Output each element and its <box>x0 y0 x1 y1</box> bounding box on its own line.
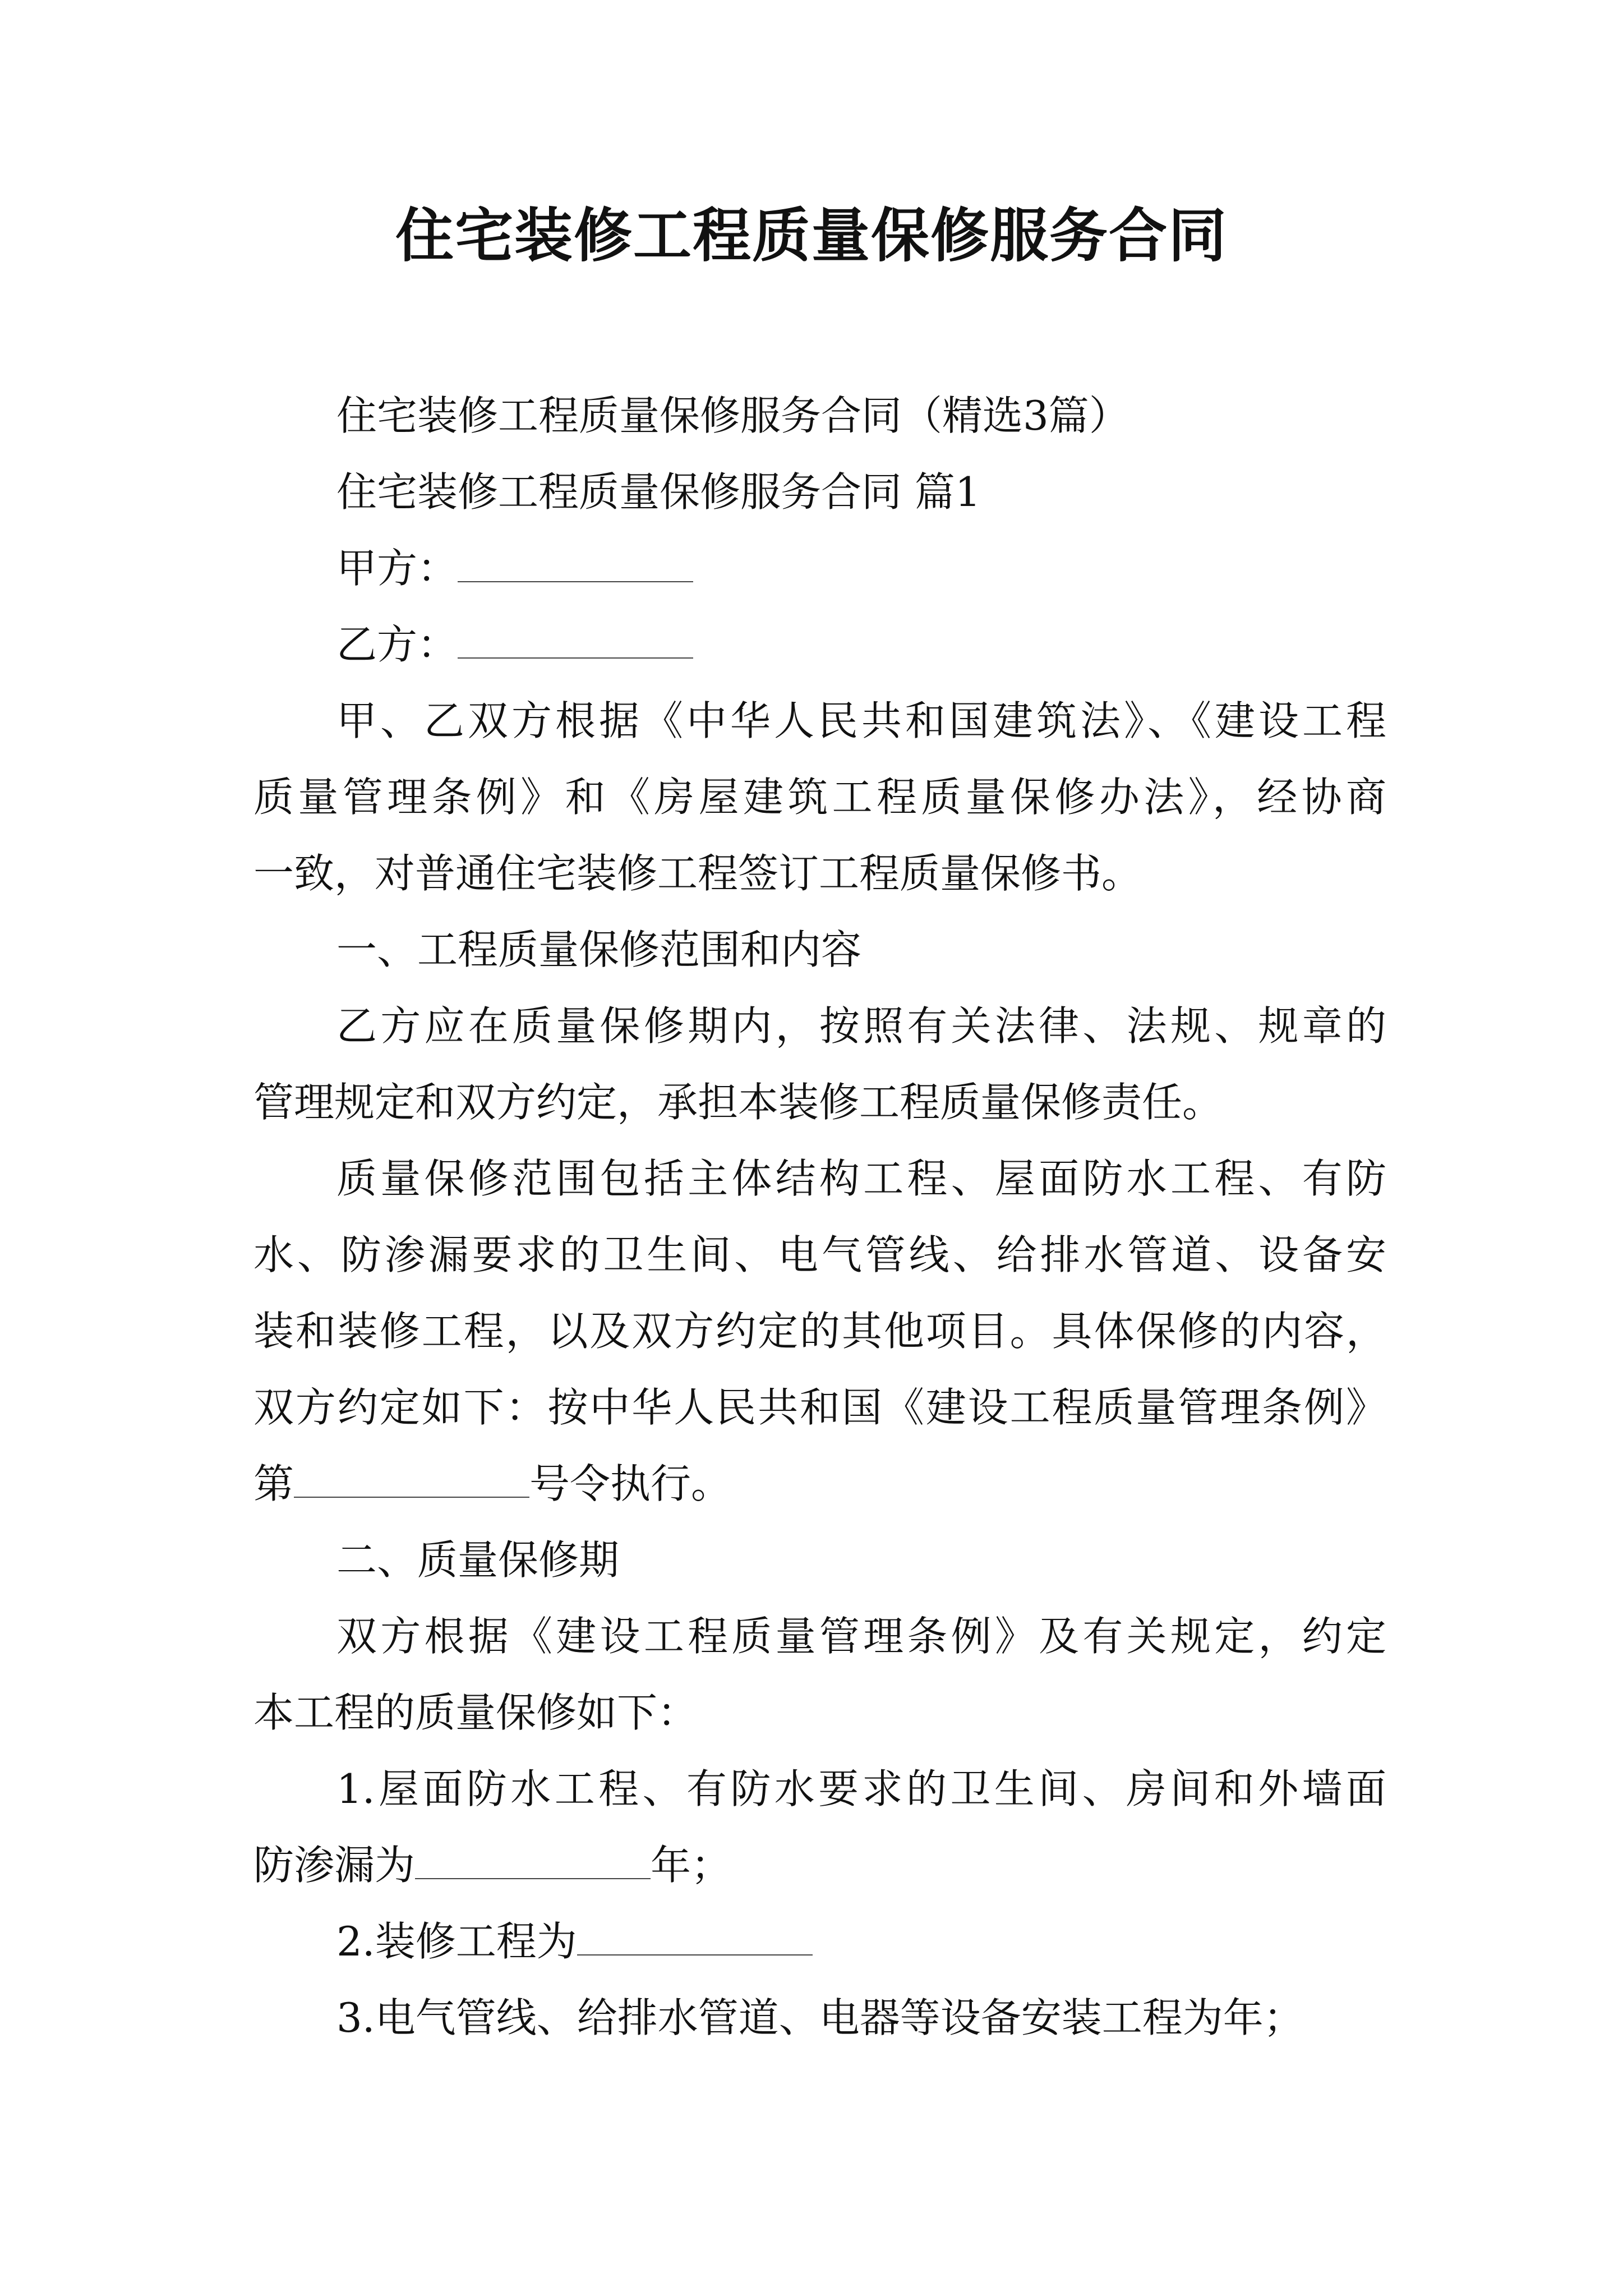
clause-heading-2: 二、质量保修期 <box>336 1536 620 1584</box>
document-title: 住宅装修工程质量保修服务合同 <box>395 201 1228 270</box>
paragraph-line: 装和装修工程，以及双方约定的其他项目。具体保修的内容， <box>253 1308 1386 1355</box>
order-prefix: 第 <box>253 1460 294 1507</box>
list-item-1-line: 1.屋面防水工程、有防水要求的卫生间、房间和外墙面 <box>336 1765 1386 1812</box>
paragraph-line: 甲、乙双方根据《中华人民共和国建筑法》、《建设工程 <box>336 697 1386 744</box>
list-item-1-suffix: 年； <box>651 1842 732 1889</box>
paragraph-line: 质量管理条例》和《房屋建筑工程质量保修办法》，经协商 <box>253 774 1386 821</box>
section-heading-text: 住宅装修工程质量保修服务合同 篇1 <box>336 468 981 516</box>
paragraph-line: 乙方应在质量保修期内，按照有关法律、法规、规章的 <box>336 1002 1386 1050</box>
order-number-line <box>253 1453 1386 1515</box>
paragraph-line: 本工程的质量保修如下： <box>253 1689 698 1736</box>
party-a-blank <box>458 547 693 582</box>
list-item-1-prefix: 防渗漏为 <box>253 1842 416 1889</box>
party-b-line <box>253 614 1386 675</box>
list-item-2-line <box>253 1911 1386 1972</box>
party-b-label: 乙方： <box>336 621 458 668</box>
party-b-blank <box>458 624 693 659</box>
subtitle-line <box>253 385 1386 447</box>
list-item-2-text: 2.装修工程为 <box>336 1918 577 1965</box>
order-suffix: 号令执行。 <box>529 1460 732 1507</box>
section-heading-line <box>253 461 1386 523</box>
paragraph-line: 一致，对普通住宅装修工程签订工程质量保修书。 <box>253 850 1142 897</box>
paragraph-line: 双方约定如下：按中华人民共和国《建设工程质量管理条例》 <box>253 1384 1386 1431</box>
paragraph-line: 质量保修范围包括主体结构工程、屋面防水工程、有防 <box>336 1155 1386 1202</box>
party-a-line <box>253 537 1386 599</box>
paragraph-line: 管理规定和双方约定，承担本装修工程质量保修责任。 <box>253 1079 1223 1126</box>
list-item-1-continuation <box>253 1834 1386 1896</box>
party-a-label: 甲方： <box>336 545 458 592</box>
order-number-blank <box>294 1463 529 1498</box>
paragraph-line: 双方根据《建设工程质量管理条例》及有关规定，约定 <box>336 1613 1386 1660</box>
leak-years-blank <box>415 1844 651 1879</box>
list-item-3-line: 3.电气管线、给排水管道、电器等设备安装工程为年； <box>336 1994 1304 2041</box>
clause-heading-1: 一、工程质量保修范围和内容 <box>336 926 862 973</box>
paragraph-line: 水、防渗漏要求的卫生间、电气管线、给排水管道、设备安 <box>253 1231 1386 1278</box>
subtitle-text: 住宅装修工程质量保修服务合同（精选3篇） <box>336 392 1129 439</box>
decoration-period-blank <box>577 1921 813 1955</box>
